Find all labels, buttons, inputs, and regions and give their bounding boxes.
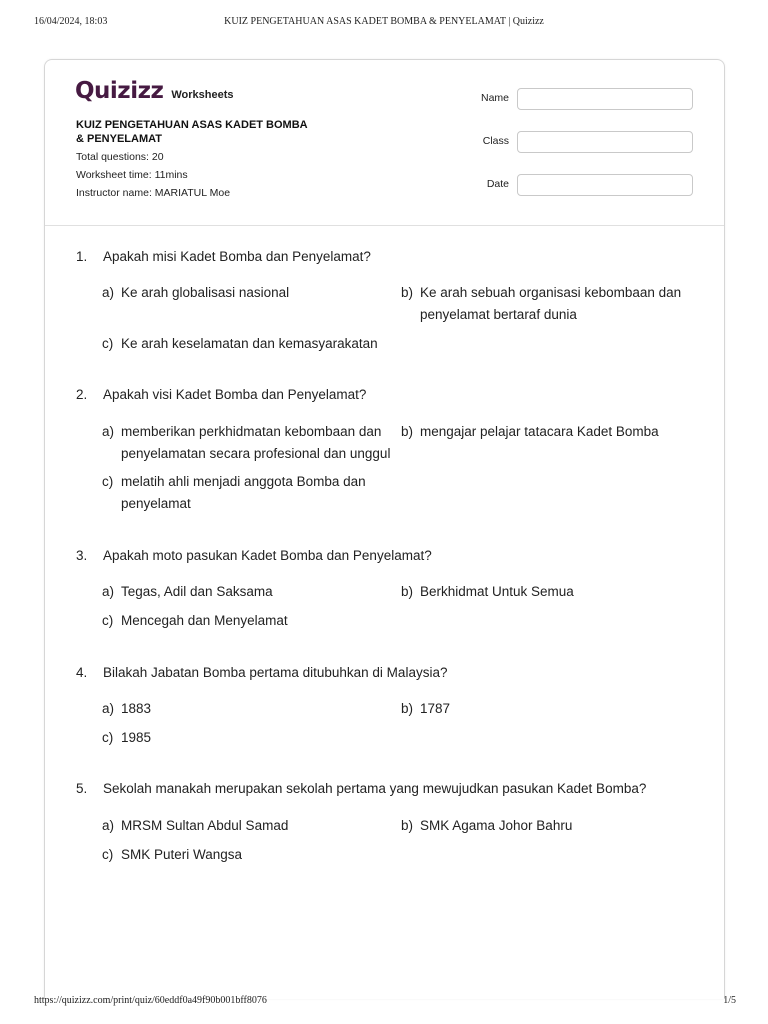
option-letter: c) bbox=[102, 474, 114, 489]
option-text: Ke arah globalisasi nasional bbox=[121, 285, 290, 300]
option-text-line1: Ke arah sebuah organisasi kebombaan dan bbox=[420, 285, 682, 300]
option-letter: c) bbox=[102, 613, 114, 628]
option-letter: b) bbox=[401, 818, 414, 833]
option-text: SMK Agama Johor Bahru bbox=[420, 818, 573, 833]
instructor-name: Instructor name: MARIATUL Moe bbox=[76, 187, 231, 199]
option-text bbox=[420, 282, 681, 326]
option-letter: a) bbox=[102, 701, 115, 716]
total-questions: Total questions: 20 bbox=[76, 151, 164, 163]
option-letter: a) bbox=[102, 285, 115, 300]
question-text: Apakah misi Kadet Bomba dan Penyelamat? bbox=[103, 249, 371, 264]
question-number: 4. bbox=[76, 665, 88, 680]
option-text-line2: penyelamat bertaraf dunia bbox=[420, 307, 577, 322]
name-label: Name bbox=[480, 92, 509, 104]
question-number: 1. bbox=[76, 249, 88, 264]
option-text bbox=[121, 421, 390, 465]
option-text: Mencegah dan Menyelamat bbox=[121, 613, 288, 628]
date-label: Date bbox=[486, 178, 509, 190]
question-number: 3. bbox=[76, 548, 88, 563]
option-text: SMK Puteri Wangsa bbox=[121, 847, 243, 862]
option-letter: b) bbox=[401, 424, 414, 439]
logo-subtitle: Worksheets bbox=[171, 89, 234, 101]
option-letter: c) bbox=[102, 730, 114, 745]
question-number: 5. bbox=[76, 781, 88, 796]
quiz-title-line2: & PENYELAMAT bbox=[76, 133, 162, 145]
worksheet-card bbox=[44, 59, 725, 999]
quiz-title-line1: KUIZ PENGETAHUAN ASAS KADET BOMBA bbox=[76, 119, 308, 131]
option-text: 1985 bbox=[121, 730, 152, 745]
question-text: Bilakah Jabatan Bomba pertama ditubuhkan di Malaysia? bbox=[103, 665, 448, 680]
option-letter: b) bbox=[401, 285, 414, 300]
option-text: Ke arah keselamatan dan kemasyarakatan bbox=[121, 336, 378, 351]
class-label: Class bbox=[482, 135, 509, 147]
print-title: KUIZ PENGETAHUAN ASAS KADET BOMBA & PENYELAMAT | Quizizz bbox=[224, 16, 544, 27]
option-text: mengajar pelajar tatacara Kadet Bomba bbox=[420, 424, 659, 439]
option-letter: b) bbox=[401, 584, 414, 599]
option-letter: a) bbox=[102, 424, 115, 439]
quizizz-logo bbox=[75, 78, 234, 108]
print-url: https://quizizz.com/print/quiz/60eddf0a49f90b001bff8076 bbox=[34, 995, 267, 1006]
worksheet-time: Worksheet time: 11mins bbox=[76, 169, 188, 181]
print-datetime: 16/04/2024, 18:03 bbox=[34, 16, 108, 27]
option-text-line2: penyelamat bbox=[121, 496, 191, 511]
option-letter: a) bbox=[102, 818, 115, 833]
option-text bbox=[121, 471, 366, 515]
option-text-line2: penyelamatan secara profesional dan unggul bbox=[121, 446, 391, 461]
question-text: Apakah moto pasukan Kadet Bomba dan Penyelamat? bbox=[103, 548, 432, 563]
logo-wordmark: Quizizz bbox=[75, 78, 164, 104]
option-letter: b) bbox=[401, 701, 414, 716]
question-text: Sekolah manakah merupakan sekolah pertama yang mewujudkan pasukan Kadet Bomba? bbox=[103, 781, 647, 796]
worksheet-header bbox=[45, 60, 724, 226]
question-text: Apakah visi Kadet Bomba dan Penyelamat? bbox=[103, 387, 367, 402]
option-text: 1883 bbox=[121, 701, 152, 716]
option-text: Berkhidmat Untuk Semua bbox=[420, 584, 574, 599]
name-input[interactable] bbox=[517, 88, 693, 110]
date-input[interactable] bbox=[517, 174, 693, 196]
option-text: Tegas, Adil dan Saksama bbox=[121, 584, 273, 599]
option-letter: c) bbox=[102, 847, 114, 862]
quiz-title bbox=[76, 118, 316, 146]
question-number: 2. bbox=[76, 387, 88, 402]
option-letter: c) bbox=[102, 336, 114, 351]
option-text: 1787 bbox=[420, 701, 451, 716]
option-letter: a) bbox=[102, 584, 115, 599]
class-input[interactable] bbox=[517, 131, 693, 153]
option-text-line1: melatih ahli menjadi anggota Bomba dan bbox=[121, 474, 366, 489]
option-text: MRSM Sultan Abdul Samad bbox=[121, 818, 289, 833]
page-number: 1/5 bbox=[723, 995, 736, 1006]
option-text-line1: memberikan perkhidmatan kebombaan dan bbox=[121, 424, 382, 439]
